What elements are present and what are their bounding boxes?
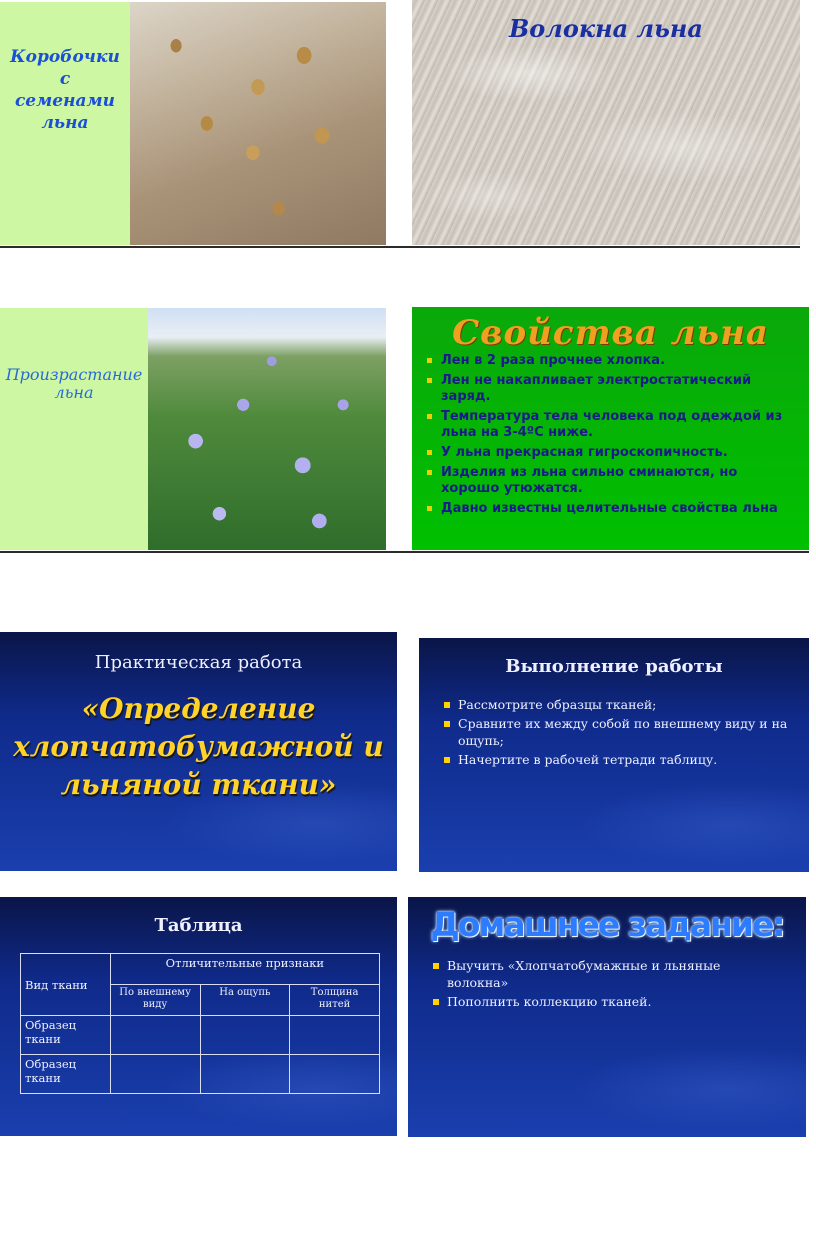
bullet-icon: [427, 378, 432, 383]
work-steps-slide: [419, 638, 809, 872]
table-slide: [0, 897, 397, 1136]
list-item: Лен не накапливает электростатический заряд.: [427, 373, 787, 405]
list-item: Начертите в рабочей тетради таблицу.: [444, 751, 789, 768]
comparison-table: [20, 953, 380, 1094]
homework-list: [433, 957, 783, 1012]
flax-properties-slide: [412, 307, 809, 550]
list-item: Сравните их между собой по внешнему виду и на ощупь;: [444, 715, 789, 749]
practical-work-slide: [0, 632, 397, 871]
flax-properties-list: [427, 353, 787, 521]
table-cell-sample: Образец ткани: [21, 1016, 111, 1055]
flax-properties-title: Свойства льна: [452, 313, 769, 353]
list-item: У льна прекрасная гигроскопичность.: [427, 445, 787, 461]
bullet-icon: [427, 358, 432, 363]
bullet-icon: [433, 963, 439, 969]
flax-field-photo: [148, 308, 386, 550]
table-header-features: Отличительные признаки: [110, 954, 379, 985]
seed-pods-label-panel: [0, 2, 130, 245]
bullet-icon: [427, 414, 432, 419]
divider-2: [0, 551, 809, 553]
table-header-row: [21, 954, 380, 985]
homework-title: Домашнее задание:: [430, 905, 784, 944]
list-item: Лен в 2 раза прочнее хлопка.: [427, 353, 787, 369]
table-cell-empty: [200, 1016, 290, 1055]
seed-pods-label: Коробочки с семенами льна: [10, 47, 120, 133]
list-item: Рассмотрите образцы тканей;: [444, 696, 789, 713]
practical-work-subtitle: Практическая работа: [94, 652, 303, 673]
table-cell-empty: [200, 1055, 290, 1094]
bullet-icon: [444, 702, 450, 708]
table-row: [21, 1055, 380, 1094]
table-subheader-appearance: По внешнему виду: [110, 985, 200, 1016]
list-item: Выучить «Хлопчатобумажные и льняные волокна»: [433, 957, 783, 991]
work-steps-title: Выполнение работы: [505, 656, 723, 677]
bullet-icon: [427, 470, 432, 475]
bullet-icon: [444, 757, 450, 763]
list-item: Температура тела человека под одеждой из льна на 3-4ºС ниже.: [427, 409, 787, 441]
table-cell-empty: [290, 1016, 380, 1055]
divider-1: [0, 246, 800, 248]
bullet-icon: [427, 506, 432, 511]
flax-growing-label-panel: [0, 308, 148, 550]
table-cell-empty: [110, 1055, 200, 1094]
list-item: Давно известны целительные свойства льна: [427, 501, 787, 517]
bullet-icon: [427, 450, 432, 455]
homework-slide: [408, 897, 806, 1137]
table-cell-empty: [110, 1016, 200, 1055]
table-slide-title: Таблица: [154, 915, 243, 936]
practical-work-title: «Определение хлопчатобумажной и льняной ткани»: [13, 692, 384, 801]
list-item: Пополнить коллекцию тканей.: [433, 993, 783, 1010]
bullet-icon: [444, 721, 450, 727]
bullet-icon: [433, 999, 439, 1005]
flax-fibers-title: Волокна льна: [509, 14, 703, 43]
flax-growing-label: Произрастание льна: [5, 365, 143, 402]
table-row: [21, 1016, 380, 1055]
table-subheader-touch: На ощупь: [200, 985, 290, 1016]
flax-seed-pods-photo: [130, 2, 386, 245]
list-item: Изделия из льна сильно сминаются, но хорошо утюжатся.: [427, 465, 787, 497]
table-subheader-thickness: Толщина нитей: [290, 985, 380, 1016]
table-cell-empty: [290, 1055, 380, 1094]
table-header-fabric-type: Вид ткани: [21, 954, 111, 1016]
table-cell-sample: Образец ткани: [21, 1055, 111, 1094]
work-steps-list: [444, 696, 789, 770]
